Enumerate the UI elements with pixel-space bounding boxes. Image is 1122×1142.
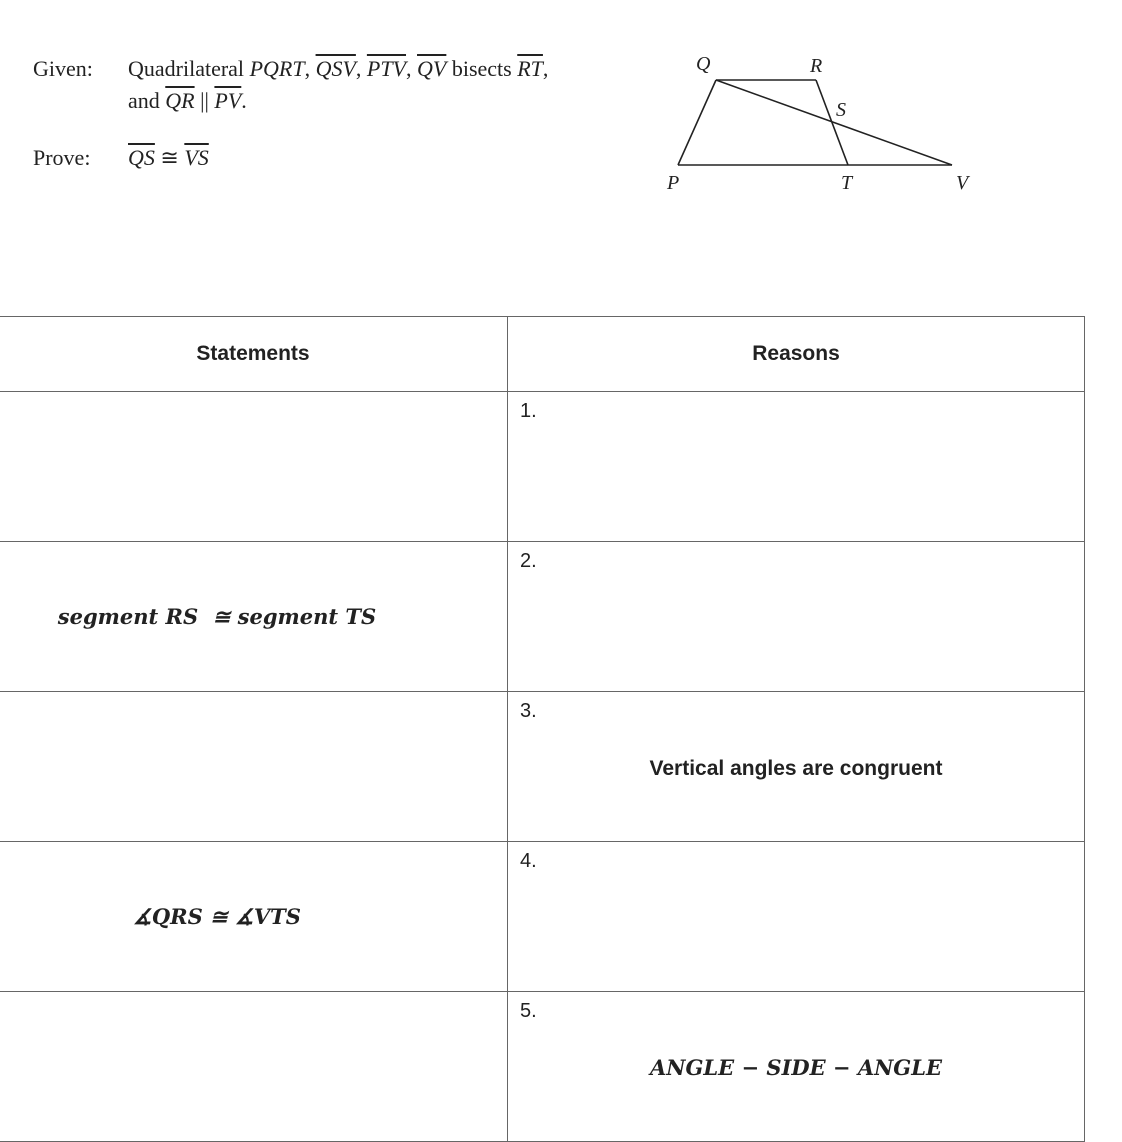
- reason-text-3: Vertical angles are congruent: [649, 757, 943, 780]
- table-row: [0, 992, 1085, 1142]
- label-q: Q: [696, 53, 711, 75]
- table-row: [0, 542, 1085, 692]
- statement-cell-3[interactable]: [0, 692, 508, 842]
- given-line-2: and $\overline{QR}$ || $\overline{PV}$.: [128, 88, 247, 113]
- reason-cell-5[interactable]: [508, 992, 1085, 1142]
- given-label: Given:: [33, 56, 93, 81]
- segment-qs: $\overline{QS}$: [128, 145, 155, 170]
- statement-cell-1[interactable]: [0, 392, 508, 542]
- label-s: S: [836, 99, 846, 121]
- segment-ptv: $\overline{PTV}$: [366, 56, 407, 81]
- prove-statement: [128, 145, 209, 171]
- label-t: T: [841, 172, 853, 194]
- row-number-3: 3.: [520, 700, 537, 722]
- statement-text-2: segment RS ≅ segment TS: [57, 604, 377, 629]
- row-number-2: 2.: [520, 550, 537, 572]
- given-prefix: Quadrilateral: [128, 56, 245, 81]
- segment-qsv: $\overline{QSV}$: [315, 56, 356, 81]
- parallel-symbol: ||: [200, 88, 209, 113]
- proof-table: [0, 316, 1085, 1142]
- reason-cell-2[interactable]: [508, 542, 1085, 692]
- reasons-header: Reasons: [508, 317, 1085, 392]
- table-row: [0, 692, 1085, 842]
- statement-cell-2[interactable]: [0, 542, 508, 692]
- segment-qr: $\overline{QR}$: [165, 88, 195, 113]
- statement-cell-5[interactable]: [0, 992, 508, 1142]
- segment-qv: $\overline{QV}$: [417, 56, 447, 81]
- statement-text-4: ∡QRS ≅ ∡VTS: [133, 904, 301, 929]
- segment-pq-line: [678, 80, 716, 165]
- row-number-5: 5.: [520, 1000, 537, 1022]
- given-and: and: [128, 88, 160, 113]
- given-line-1: Quadrilateral PQRT, $\overline{QSV}$, $\overline{PTV}$, $\overline{QV}$ bisects $\overline{RT}$,: [128, 56, 549, 81]
- table-row: [0, 842, 1085, 992]
- segment-qv-line: [716, 80, 952, 165]
- table-row: [0, 392, 1085, 542]
- table-header-row: [0, 317, 1085, 392]
- prove-label: Prove:: [33, 145, 91, 170]
- quadrilateral-diagram: [650, 40, 990, 200]
- segment-pv: $\overline{PV}$: [214, 88, 242, 113]
- reason-cell-4[interactable]: [508, 842, 1085, 992]
- segment-rt: $\overline{RT}$: [517, 56, 543, 81]
- row-number-4: 4.: [520, 850, 537, 872]
- statement-cell-4[interactable]: [0, 842, 508, 992]
- row-number-1: 1.: [520, 400, 537, 422]
- bisects-word: bisects: [451, 56, 512, 81]
- segment-vs: $\overline{VS}$: [184, 145, 209, 170]
- label-r: R: [810, 55, 823, 77]
- quad-name: PQRT: [249, 56, 305, 81]
- reason-cell-1[interactable]: [508, 392, 1085, 542]
- label-v: V: [956, 172, 969, 194]
- label-p: P: [667, 172, 680, 194]
- congruent-symbol: ≅: [160, 145, 179, 170]
- statements-header: Statements: [0, 317, 508, 392]
- reason-text-5: ANGLE − SIDE − ANGLE: [649, 1055, 943, 1080]
- reason-cell-3[interactable]: [508, 692, 1085, 842]
